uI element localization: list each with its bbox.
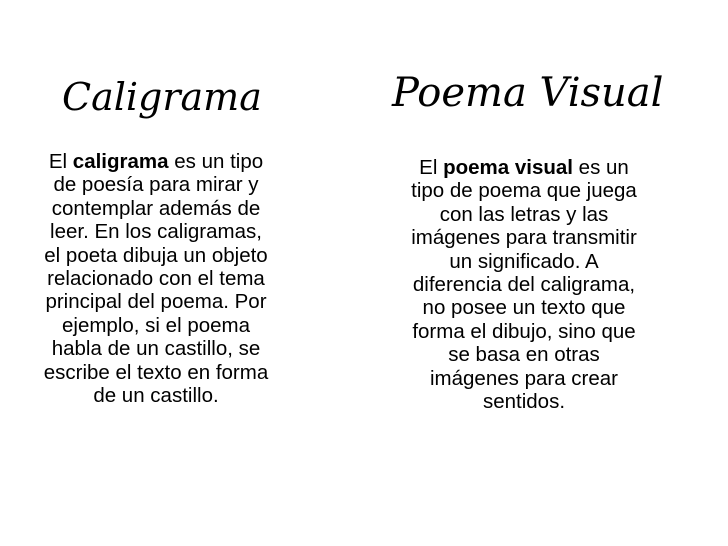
poema-visual-intro: El bbox=[419, 156, 444, 179]
poema-visual-title: Poema Visual bbox=[392, 70, 664, 116]
poema-visual-text: es un tipo de poema que juega con las letras y las imágenes para transmitir un significado. A diferencia del caligrama, no posee un texto que forma el dibujo, sino que se basa en otras imágenes para crear sentidos. bbox=[411, 156, 637, 414]
caligrama-term: caligrama bbox=[72, 150, 169, 173]
poema-visual-term: poema visual bbox=[443, 156, 573, 179]
caligrama-definition bbox=[40, 150, 272, 407]
poema-visual-definition bbox=[408, 156, 640, 413]
caligrama-intro: El bbox=[48, 150, 73, 173]
caligrama-title: Caligrama bbox=[62, 75, 262, 119]
caligrama-text: es un tipo de poesía para mirar y contemplar además de leer. En los caligramas, el poeta dibuja un objeto relacionado con el tema principal del poema. Por ejemplo, si el poema habla de un castillo, se escribe el texto en forma de un castillo. bbox=[43, 150, 269, 408]
